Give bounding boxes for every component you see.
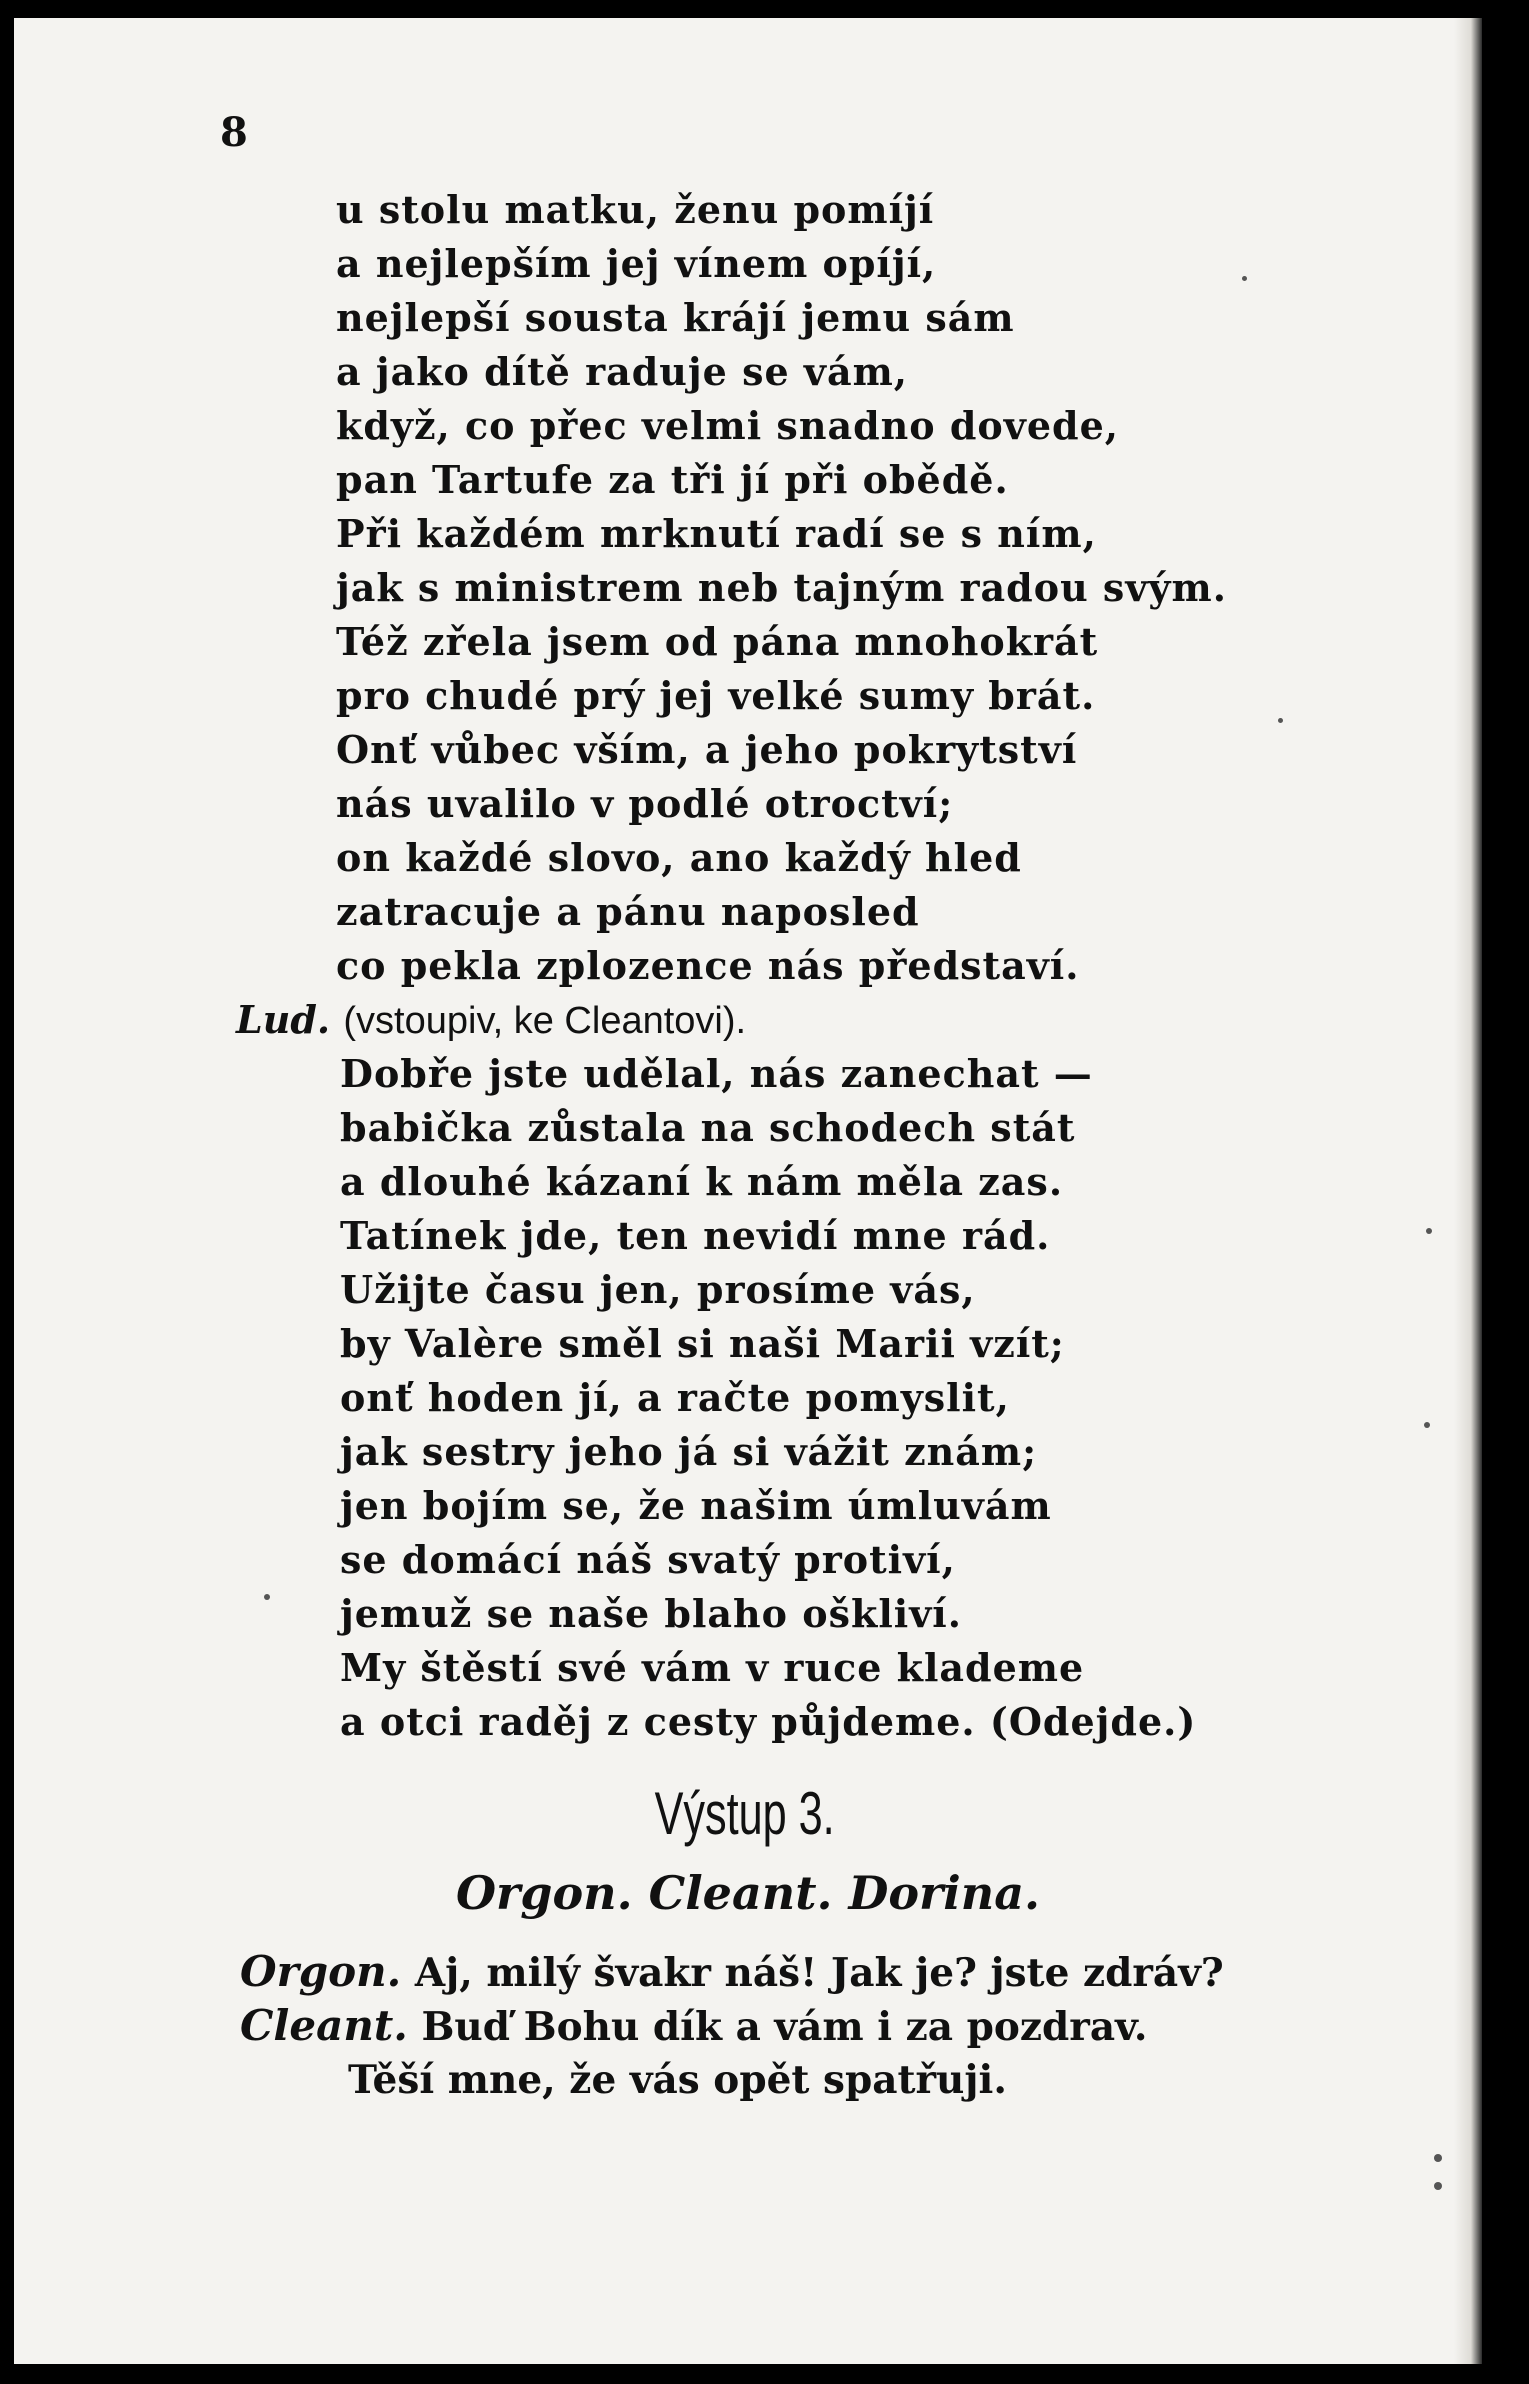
verse-line: Dobře jste udělal, nás zanechat — [340, 1051, 1093, 1096]
verse-line: jak s ministrem neb tajným radou svým. [336, 565, 1227, 610]
print-speck [1434, 2182, 1442, 2190]
print-speck [1424, 1422, 1430, 1428]
verse-line: když, co přec velmi snadno dovede, [336, 403, 1119, 448]
dialogue-continuation: Těší mne, že vás opět spatřuji. [348, 2057, 1007, 2103]
print-speck [1434, 2154, 1442, 2162]
print-speck [1426, 1228, 1432, 1234]
verse-line: Onť vůbec vším, a jeho pokrytství [336, 727, 1078, 772]
book-page [14, 18, 1482, 2364]
verse-line: nejlepší sousta krájí jemu sám [336, 295, 1015, 340]
verse-line: u stolu matku, ženu pomíjí [336, 187, 935, 232]
dialogue-line-orgon [240, 1947, 1224, 1996]
verse-line: pan Tartufe za tři jí při obědě. [336, 457, 1009, 502]
speaker-name: Orgon. [240, 1947, 402, 1996]
print-speck [1278, 718, 1283, 723]
page-edge-shadow [1454, 18, 1482, 2364]
verse-line: se domácí náš svatý protiví, [340, 1537, 956, 1582]
verse-line: on každé slovo, ano každý hled [336, 835, 1022, 880]
verse-line: jak sestry jeho já si vážit znám; [340, 1429, 1038, 1474]
verse-line: a dlouhé kázaní k nám měla zas. [340, 1159, 1064, 1204]
scene-cast-list: Orgon. Cleant. Dorina. [455, 1866, 1041, 1920]
verse-line: Též zřela jsem od pána mnohokrát [336, 619, 1099, 664]
dialogue-line-cleant [240, 2001, 1148, 2050]
verse-line: by Valère směl si naši Marii vzít; [340, 1321, 1065, 1366]
dialogue-text: Aj, milý švakr náš! Jak je? jste zdráv? [414, 1950, 1224, 1996]
page-number: 8 [220, 109, 248, 156]
verse-line: Při každém mrknutí radí se s ním, [336, 511, 1097, 556]
speaker-entry-lud [236, 997, 747, 1042]
verse-line: jemuž se naše blaho oškliví. [340, 1591, 962, 1636]
verse-line: zatracuje a pánu naposled [336, 889, 920, 934]
print-speck [1242, 276, 1247, 281]
print-speck [264, 1594, 270, 1600]
stage-direction: (vstoupiv, ke Cleantovi). [343, 1000, 747, 1042]
speaker-name: Lud. [236, 997, 331, 1042]
verse-line: a otci raděj z cesty půjdeme. (Odejde.) [340, 1699, 1197, 1744]
verse-line: a nejlepším jej vínem opíjí, [336, 241, 937, 286]
dialogue-text: Buď Bohu dík a vám i za pozdrav. [421, 2004, 1148, 2050]
verse-line: co pekla zplozence nás představí. [336, 943, 1080, 988]
scene-heading: Výstup 3. [654, 1780, 835, 1847]
verse-line: nás uvalilo v podlé otroctví; [336, 781, 954, 826]
verse-line: My štěstí své vám v ruce klademe [340, 1645, 1085, 1690]
speaker-name: Cleant. [240, 2001, 408, 2050]
verse-line: jen bojím se, že našim úmluvám [340, 1483, 1052, 1528]
verse-line: onť hoden jí, a račte pomyslit, [340, 1375, 1010, 1420]
verse-line: Tatínek jde, ten nevidí mne rád. [340, 1213, 1051, 1258]
verse-line: pro chudé prý jej velké sumy brát. [336, 673, 1096, 718]
verse-line: babička zůstala na schodech stát [340, 1105, 1076, 1150]
verse-line: a jako dítě raduje se vám, [336, 349, 909, 394]
verse-line: Užijte času jen, prosíme vás, [340, 1267, 976, 1312]
